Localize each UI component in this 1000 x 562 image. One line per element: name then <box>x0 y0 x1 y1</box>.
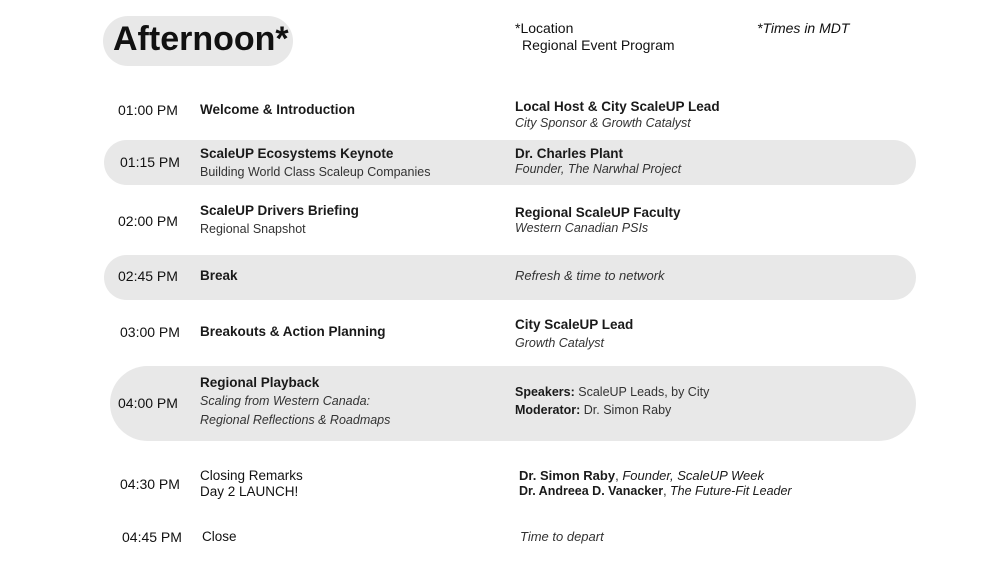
row-subtitle: Regional Snapshot <box>200 222 306 236</box>
row-time: 02:00 PM <box>118 213 178 229</box>
row-title: Breakouts & Action Planning <box>200 324 386 339</box>
location-label: *Location <box>515 20 574 36</box>
row-speaker-role: City Sponsor & Growth Catalyst <box>515 116 691 130</box>
row-speaker-role: Western Canadian PSIs <box>515 221 649 235</box>
row-title: Welcome & Introduction <box>200 102 356 117</box>
speaker-name: Dr. Simon Raby <box>519 468 616 483</box>
row-title: Break <box>200 268 238 283</box>
speakers-label: Speakers: <box>515 385 575 399</box>
row-title: ScaleUP Ecosystems Keynote <box>200 146 394 161</box>
closing-speaker-2 <box>519 484 792 498</box>
row-subtitle: Building World Class Scaleup Companies <box>200 165 431 179</box>
row-note: Time to depart <box>520 529 604 544</box>
separator: , <box>663 484 671 498</box>
row-speaker: Dr. Charles Plant <box>515 146 624 161</box>
row-speaker: City ScaleUP Lead <box>515 317 634 332</box>
moderator-value: Dr. Simon Raby <box>583 403 672 417</box>
row-time: 02:45 PM <box>118 268 178 284</box>
row-subtitle-line1: Scaling from Western Canada: <box>200 394 370 408</box>
timezone-note: *Times in MDT <box>757 20 850 36</box>
page-title: Afternoon* <box>113 20 289 58</box>
row-speaker-role: Growth Catalyst <box>515 336 604 350</box>
program-label: Regional Event Program <box>522 37 675 53</box>
row-speaker: Regional ScaleUP Faculty <box>515 205 681 220</box>
row-time: 03:00 PM <box>120 324 180 340</box>
row-speaker: Local Host & City ScaleUP Lead <box>515 99 720 114</box>
speaker-role: Founder, ScaleUP Week <box>622 468 764 483</box>
moderator-line <box>515 403 671 417</box>
row-note: Refresh & time to network <box>515 268 665 283</box>
row-title: Closing Remarks <box>200 468 303 483</box>
speakers-value: ScaleUP Leads, by City <box>578 385 710 399</box>
row-subtitle-line2: Regional Reflections & Roadmaps <box>200 413 391 427</box>
moderator-label: Moderator: <box>515 403 581 417</box>
speakers-line <box>515 385 709 399</box>
separator: , <box>615 468 623 483</box>
row-time: 04:30 PM <box>120 476 180 492</box>
row-time: 01:00 PM <box>118 102 178 118</box>
row-time: 01:15 PM <box>120 154 180 170</box>
speaker-name: Dr. Andreea D. Vanacker <box>519 484 664 498</box>
row-title: Regional Playback <box>200 375 320 390</box>
row-time: 04:00 PM <box>118 395 178 411</box>
row-time: 04:45 PM <box>122 529 182 545</box>
row-title: ScaleUP Drivers Briefing <box>200 203 359 218</box>
row-title-line2: Day 2 LAUNCH! <box>200 484 299 499</box>
closing-speaker-1 <box>519 468 764 483</box>
row-speaker-role: Founder, The Narwhal Project <box>515 162 682 176</box>
speaker-role: The Future-Fit Leader <box>670 484 792 498</box>
row-title: Close <box>202 529 237 544</box>
